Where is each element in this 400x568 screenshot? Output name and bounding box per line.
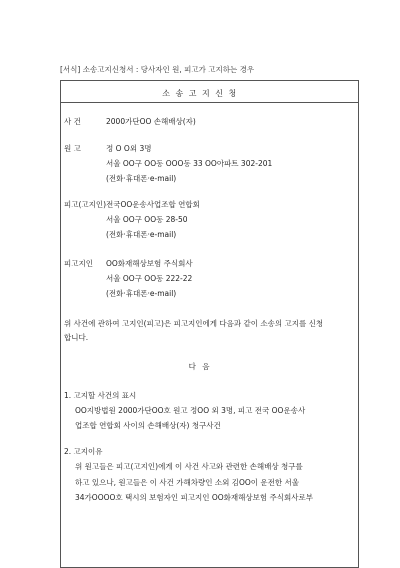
heading-daeum: 다 음 — [188, 362, 212, 371]
section1-body — [75, 407, 305, 429]
intro-line: 합니다. — [64, 332, 89, 342]
document-title: 소 송 고 지 신 청 — [162, 89, 238, 98]
defendant-contact: (전화·휴대폰·e-mail) — [106, 230, 177, 239]
plaintiff-name: 정 O O외 3명 — [106, 144, 152, 153]
plaintiff-label: 원 고 — [64, 144, 81, 153]
notified-address: 서울 OO구 OO동 222-22 — [106, 274, 193, 283]
form-caption: [서식] 소송고지신청서 : 당사자인 원, 피고가 고지하는 경우 — [60, 65, 255, 74]
section1-line: OO지방법원 2000가단OO호 원고 정OO 외 3명, 피고 전국 OO운송사 — [75, 406, 306, 415]
plaintiff-address: 서울 OO구 OO동 OOO동 33 OO아파트 302-201 — [106, 159, 273, 168]
notified-name: OO화재해상보험 주식회사 — [106, 259, 193, 268]
section1-line: 업조합 연합회 사이의 손해배상(자) 청구사건 — [75, 420, 221, 430]
notified-label: 피고지인 — [64, 259, 93, 268]
title-divider — [60, 102, 359, 103]
section2-line: 34가OOOO호 택시의 보험자인 피고지인 OO화재해상보험 주식회사로부 — [75, 493, 314, 502]
section2-line: 하고 있으나, 원고들은 이 사건 가해차량인 소외 김OO이 운전한 서울 — [75, 477, 300, 487]
section2-title: 2. 고지이유 — [64, 447, 103, 456]
defendant-label: 피고(고지인) — [64, 200, 107, 209]
section2-line: 위 원고들은 피고(고지인)에게 이 사건 사고와 관련한 손해배상 청구를 — [75, 462, 303, 471]
case-label: 사 건 — [64, 117, 81, 126]
plaintiff-contact: (전화·휴대폰·e-mail) — [106, 174, 177, 183]
defendant-address: 서울 OO구 OO동 28-50 — [106, 215, 188, 224]
intro-paragraph — [64, 320, 323, 341]
defendant-name: 전국OO운송사업조합 연합회 — [106, 200, 200, 209]
case-value: 2000가단OO 손해배상(자) — [106, 117, 196, 126]
section2-body — [75, 463, 313, 502]
notified-contact: (전화·휴대폰·e-mail) — [106, 289, 177, 298]
intro-line: 위 사건에 관하여 고지인(피고)은 피고지인에게 다음과 같이 소송의 고지를 신청 — [64, 319, 324, 328]
section1-title: 1. 고지할 사건의 표시 — [64, 391, 137, 400]
